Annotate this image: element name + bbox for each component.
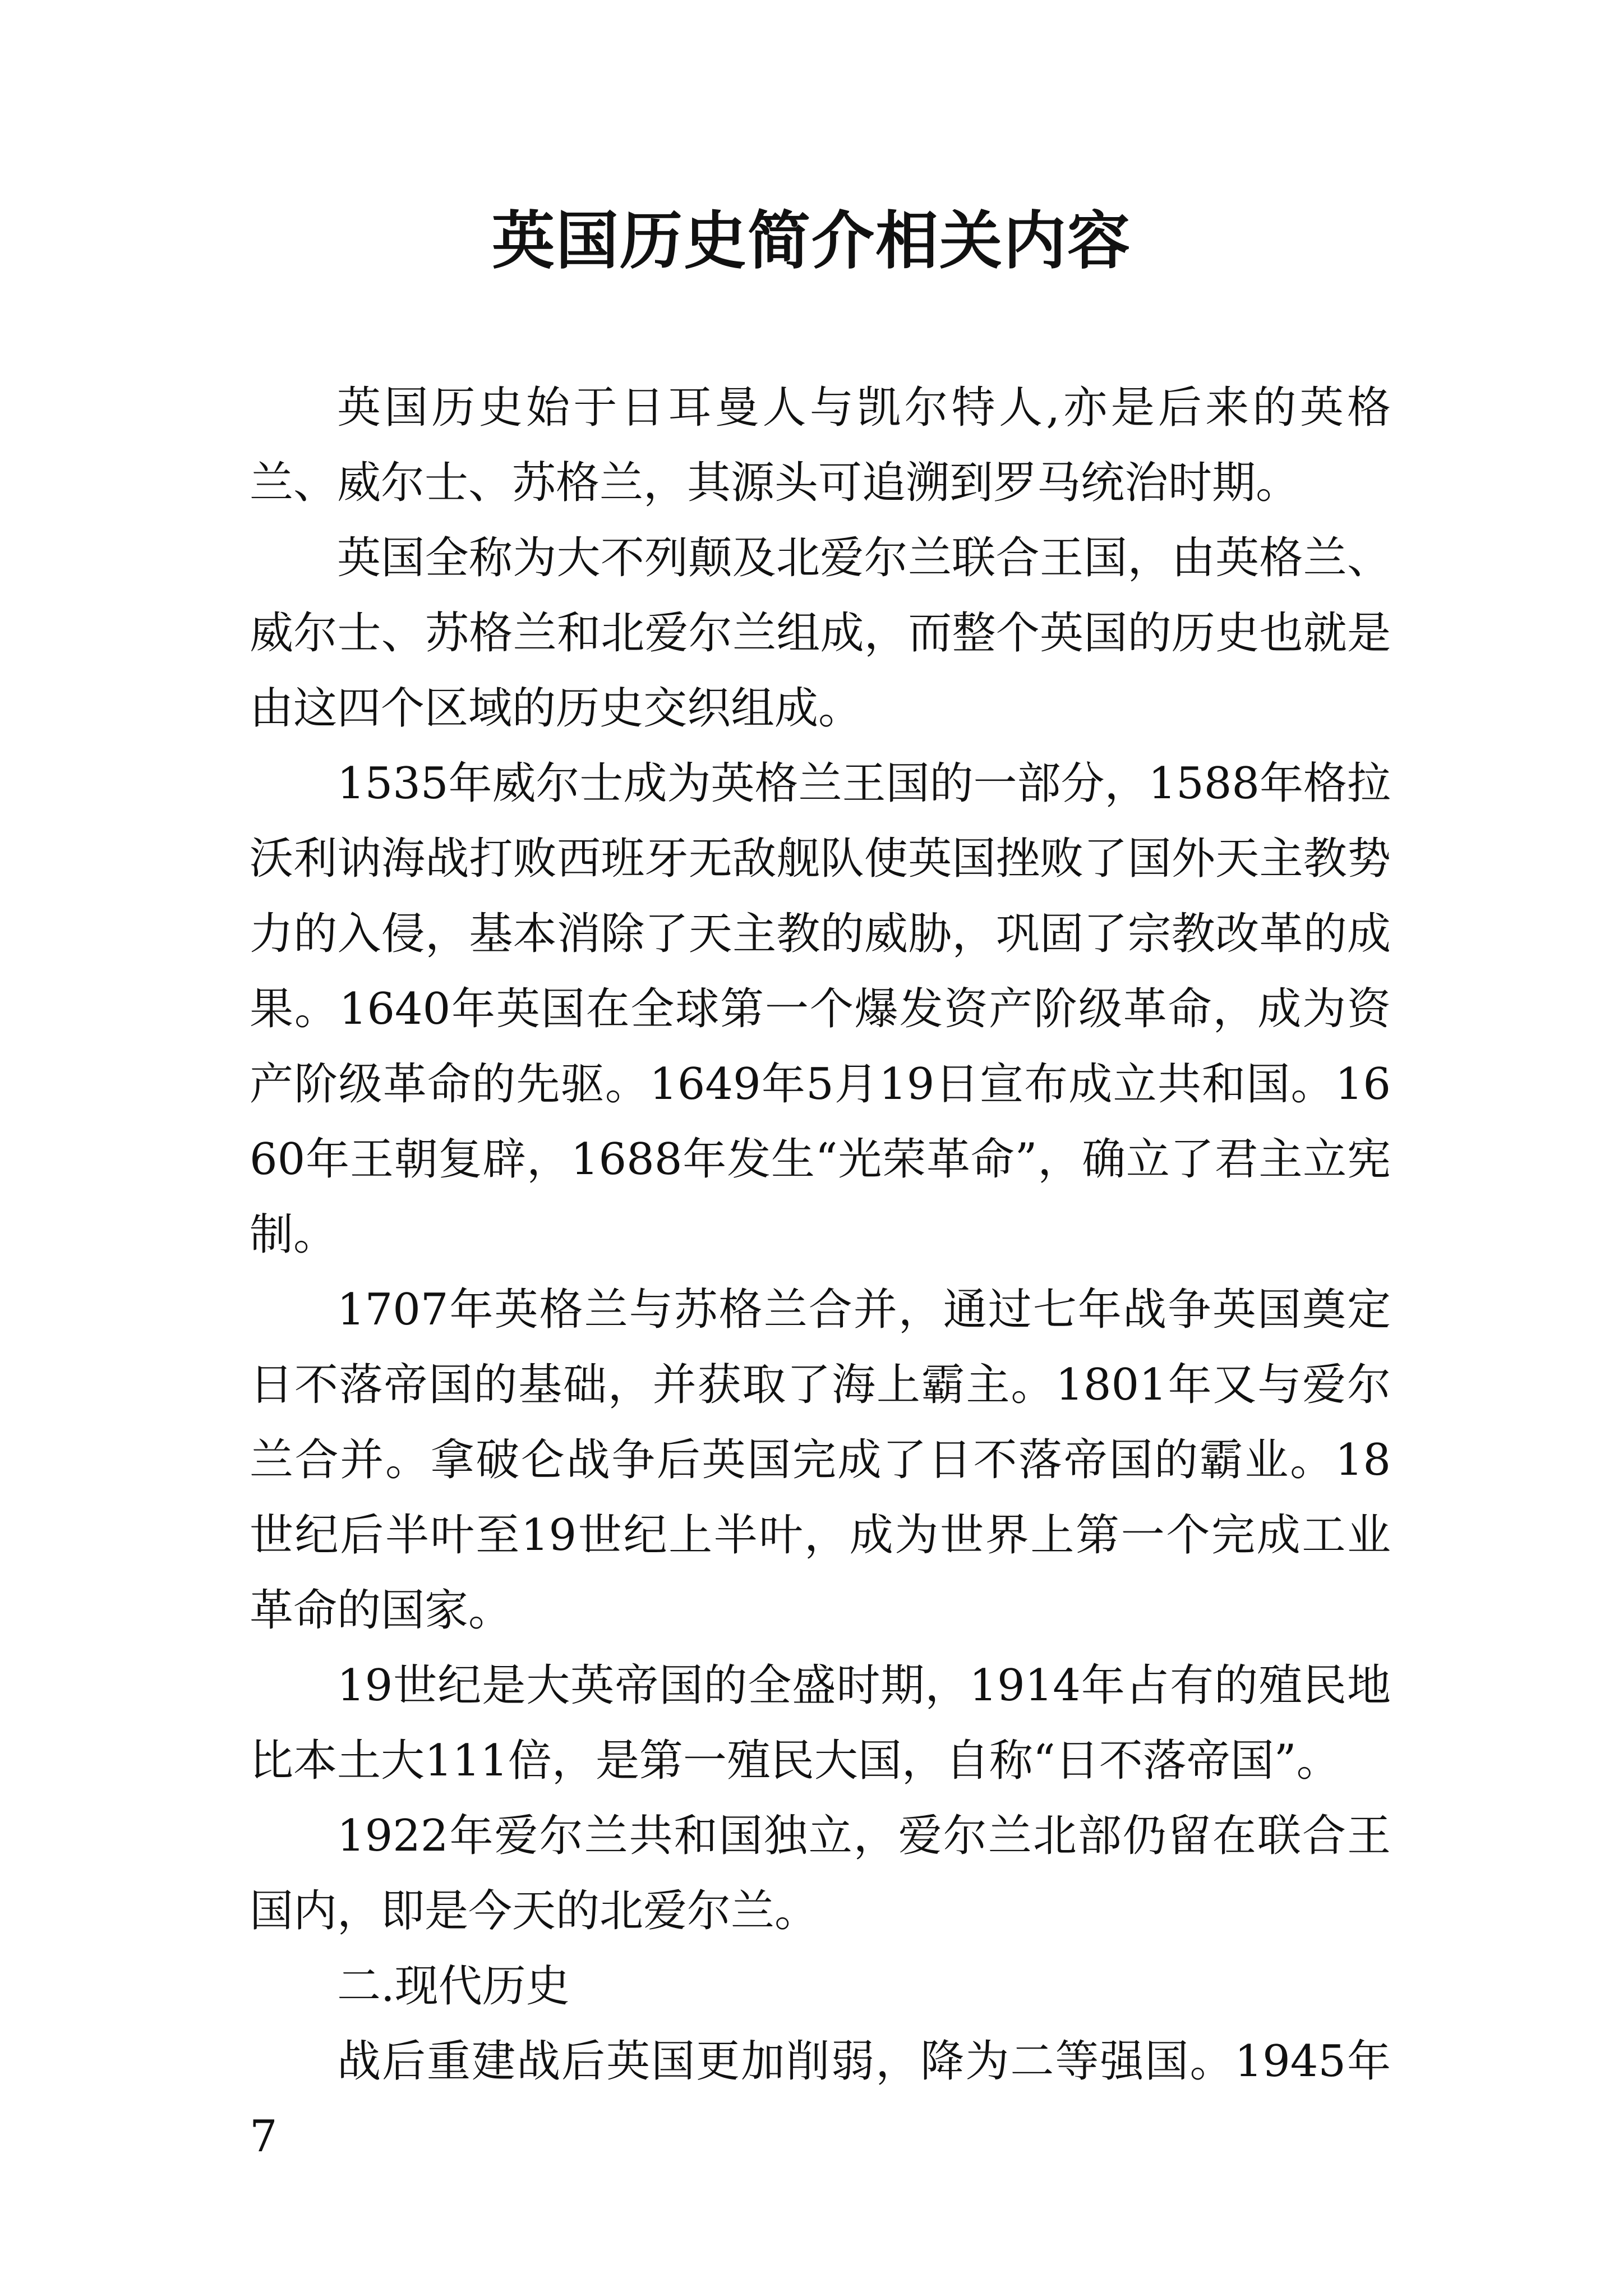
paragraph-ireland: 1922年爱尔兰共和国独立，爱尔兰北部仍留在联合王国内，即是今天的北爱尔兰。 — [250, 1811, 1391, 1936]
paragraph-composition: 英国全称为大不列颠及北爱尔兰联合王国，由英格兰、威尔士、苏格兰和北爱尔兰组成，而整个英国的历史也就是由这四个区域的历史交织组成。 — [250, 533, 1391, 734]
document-title: 英国历史简介相关内容 — [492, 204, 1131, 278]
paragraph-colonies: 19世纪是大英帝国的全盛时期，1914年占有的殖民地比本土大111倍，是第一殖民大国，自称“日不落帝国”。 — [250, 1660, 1391, 1786]
section-heading-modern-history: 二.现代历史 — [337, 1961, 570, 2012]
paragraph-empire: 1707年英格兰与苏格兰合并，通过七年战争英国奠定日不落帝国的基础，并获取了海上霸主。1801年又与爱尔兰合并。拿破仑战争后英国完成了日不落帝国的霸业。18世纪后半叶至19世纪上半叶，成为世界上第一个完成工业革命的国家。 — [250, 1285, 1391, 1636]
paragraph-origins: 英国历史始于日耳曼人与凯尔特人,亦是后来的英格兰、威尔士、苏格兰，其源头可追溯到罗马统治时期。 — [250, 383, 1391, 508]
paragraph-postwar: 战后重建战后英国更加削弱，降为二等强国。1945年7 — [250, 2036, 1391, 2162]
paragraph-revolution: 1535年威尔士成为英格兰王国的一部分，1588年格拉沃利讷海战打败西班牙无敌舰队使英国挫败了国外天主教势力的入侵，基本消除了天主教的威胁，巩固了宗教改革的成果。1640年英国在全球第一个爆发资产阶级革命，成为资产阶级革命的先驱。1649年5月19日宣布成立共和国。1660年王朝复辟，1688年发生“光荣革命”，确立了君主立宪制。 — [250, 758, 1391, 1260]
document-body — [250, 370, 1391, 2174]
